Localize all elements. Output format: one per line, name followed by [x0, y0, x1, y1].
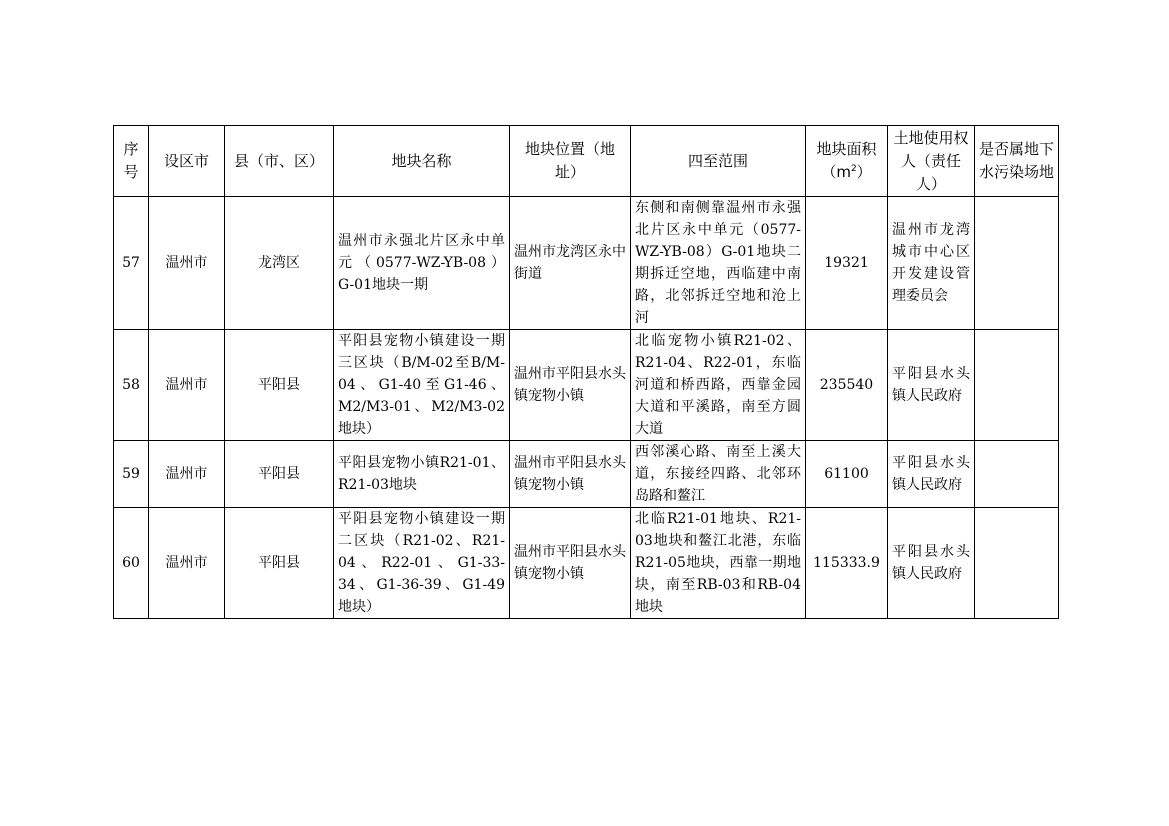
cell-area: 115333.9 [806, 508, 888, 619]
cell-area: 61100 [806, 441, 888, 508]
cell-county: 龙湾区 [225, 197, 334, 330]
cell-county: 平阳县 [225, 441, 334, 508]
header-seq: 序号 [114, 126, 149, 197]
cell-groundwater [975, 441, 1059, 508]
cell-groundwater [975, 330, 1059, 441]
cell-owner: 平阳县水头镇人民政府 [888, 508, 975, 619]
header-city: 设区市 [149, 126, 225, 197]
table-header-row [114, 126, 1059, 197]
cell-plot-name: 平阳县宠物小镇R21-01、R21-03地块 [334, 441, 510, 508]
table-row [114, 330, 1059, 441]
contaminated-site-table [113, 125, 1059, 619]
header-area-label: 地块面积（m [816, 140, 877, 181]
cell-seq: 57 [114, 197, 149, 330]
cell-location: 温州市平阳县水头镇宠物小镇 [510, 441, 631, 508]
cell-county: 平阳县 [225, 508, 334, 619]
cell-plot-name: 温州市永强北片区永中单元（0577-WZ-YB-08）G-01地块一期 [334, 197, 510, 330]
cell-location: 温州市平阳县水头镇宠物小镇 [510, 508, 631, 619]
header-location: 地块位置（地址） [510, 126, 631, 197]
cell-owner: 平阳县水头镇人民政府 [888, 441, 975, 508]
header-boundary: 四至范围 [631, 126, 806, 197]
cell-seq: 58 [114, 330, 149, 441]
table-row [114, 441, 1059, 508]
cell-boundary: 东侧和南侧靠温州市永强北片区永中单元（0577-WZ-YB-08）G-01地块二期拆迁空地，西临建中南路，北邻拆迁空地和沧上河 [631, 197, 806, 330]
header-owner: 土地使用权人（责任人） [888, 126, 975, 197]
cell-boundary: 西邻溪心路、南至上溪大道，东接经四路、北邻环岛路和鳌江 [631, 441, 806, 508]
header-county: 县（市、区） [225, 126, 334, 197]
cell-groundwater [975, 508, 1059, 619]
cell-owner: 温州市龙湾城市中心区开发建设管理委员会 [888, 197, 975, 330]
cell-city: 温州市 [149, 197, 225, 330]
header-groundwater: 是否属地下水污染场地 [975, 126, 1059, 197]
cell-county: 平阳县 [225, 330, 334, 441]
cell-city: 温州市 [149, 330, 225, 441]
header-plot-name: 地块名称 [334, 126, 510, 197]
header-area [806, 126, 888, 197]
header-area-close: ） [856, 163, 872, 181]
table-row [114, 197, 1059, 330]
header-area-sup: 2 [850, 164, 857, 174]
cell-city: 温州市 [149, 508, 225, 619]
cell-location: 温州市平阳县水头镇宠物小镇 [510, 330, 631, 441]
cell-plot-name: 平阳县宠物小镇建设一期二区块（R21-02、R21-04、R22-01、G1-33-34、G1-36-39、G1-49地块） [334, 508, 510, 619]
cell-seq: 59 [114, 441, 149, 508]
cell-area: 235540 [806, 330, 888, 441]
table-row [114, 508, 1059, 619]
cell-seq: 60 [114, 508, 149, 619]
cell-boundary: 北临宠物小镇R21-02、R21-04、R22-01，东临河道和桥西路，西靠金园大道和平溪路，南至方圆大道 [631, 330, 806, 441]
cell-plot-name: 平阳县宠物小镇建设一期三区块（B/M-02至B/M-04、G1-40至G1-46、M2/M3-01、M2/M3-02地块） [334, 330, 510, 441]
cell-owner: 平阳县水头镇人民政府 [888, 330, 975, 441]
cell-boundary: 北临R21-01地块、R21-03地块和鳌江北港，东临R21-05地块，西靠一期地块，南至RB-03和RB-04地块 [631, 508, 806, 619]
cell-city: 温州市 [149, 441, 225, 508]
cell-location: 温州市龙湾区永中街道 [510, 197, 631, 330]
cell-groundwater [975, 197, 1059, 330]
cell-area: 19321 [806, 197, 888, 330]
